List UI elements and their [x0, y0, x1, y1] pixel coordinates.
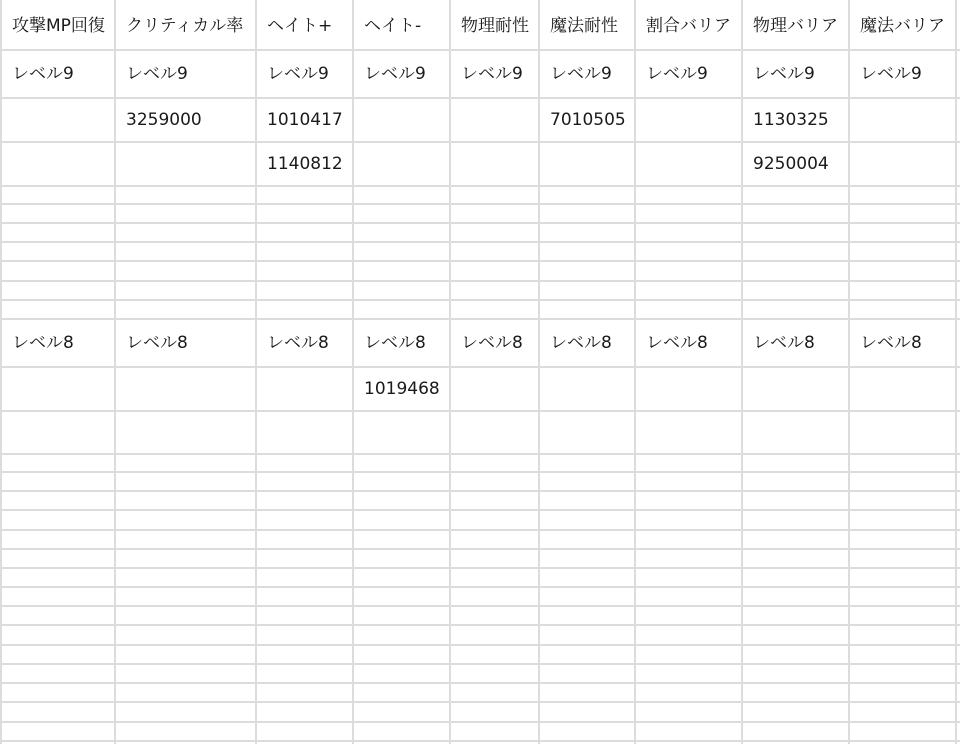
table-cell[interactable]: レベル8 — [860, 333, 922, 353]
table-cell[interactable]: レベル9 — [126, 64, 188, 84]
table-cell[interactable] — [354, 154, 449, 174]
column-header[interactable]: ヘイト+ — [267, 16, 333, 36]
table-cell[interactable] — [850, 110, 955, 130]
table-cell[interactable]: 1130325 — [753, 110, 829, 130]
table-cell[interactable] — [540, 154, 634, 174]
table-cell[interactable] — [354, 110, 449, 130]
row-divider — [0, 740, 960, 742]
table-cell[interactable] — [850, 379, 955, 399]
column-header[interactable]: 魔法耐性 — [550, 16, 618, 36]
table-cell[interactable]: レベル9 — [753, 64, 815, 84]
table-cell[interactable]: レベル9 — [461, 64, 523, 84]
row-divider — [0, 509, 960, 511]
row-divider — [0, 185, 960, 187]
row-divider — [0, 567, 960, 569]
column-header[interactable]: ヘイト- — [364, 16, 422, 36]
row-divider — [0, 299, 960, 301]
row-divider — [0, 490, 960, 492]
column-header[interactable]: 攻撃MP回復 — [12, 16, 105, 36]
table-cell[interactable]: 1019468 — [364, 379, 440, 399]
row-divider — [0, 586, 960, 588]
table-cell[interactable]: レベル9 — [550, 64, 612, 84]
row-divider — [0, 280, 960, 282]
table-cell[interactable]: レベル8 — [646, 333, 708, 353]
table-cell[interactable]: レベル8 — [550, 333, 612, 353]
table-cell[interactable] — [116, 154, 255, 174]
column-divider — [955, 0, 957, 744]
table-cell[interactable] — [2, 379, 114, 399]
row-divider — [0, 548, 960, 550]
table-cell[interactable] — [451, 154, 538, 174]
table-cell[interactable] — [257, 379, 352, 399]
table-cell[interactable]: 3259000 — [126, 110, 202, 130]
row-divider — [0, 141, 960, 143]
row-divider — [0, 49, 960, 51]
table-cell[interactable]: 1140812 — [267, 154, 343, 174]
row-divider — [0, 410, 960, 412]
table-cell[interactable]: 1010417 — [267, 110, 343, 130]
row-divider — [0, 241, 960, 243]
table-cell[interactable] — [2, 154, 114, 174]
table-cell[interactable] — [743, 379, 848, 399]
row-divider — [0, 97, 960, 99]
table-cell[interactable] — [451, 379, 538, 399]
row-divider — [0, 471, 960, 473]
column-header[interactable]: 物理耐性 — [461, 16, 529, 36]
table-cell[interactable] — [636, 379, 741, 399]
row-divider — [0, 529, 960, 531]
table-cell[interactable]: レベル8 — [753, 333, 815, 353]
row-divider — [0, 701, 960, 703]
column-header[interactable]: クリティカル率 — [126, 16, 244, 36]
table-cell[interactable] — [451, 110, 538, 130]
table-cell[interactable]: レベル8 — [364, 333, 426, 353]
column-header[interactable]: 物理バリア — [753, 16, 838, 36]
column-header[interactable]: 割合バリア — [646, 16, 731, 36]
table-cell[interactable] — [636, 110, 741, 130]
row-divider — [0, 366, 960, 368]
row-divider — [0, 644, 960, 646]
row-divider — [0, 453, 960, 455]
row-divider — [0, 624, 960, 626]
table-cell[interactable]: 7010505 — [550, 110, 626, 130]
table-cell[interactable] — [636, 154, 741, 174]
table-cell[interactable]: レベル8 — [461, 333, 523, 353]
row-divider — [0, 203, 960, 205]
table-cell[interactable]: レベル8 — [12, 333, 74, 353]
row-divider — [0, 318, 960, 320]
column-header[interactable]: 魔法バリア — [860, 16, 945, 36]
row-divider — [0, 682, 960, 684]
table-cell[interactable]: レベル8 — [126, 333, 188, 353]
table-cell[interactable] — [540, 379, 634, 399]
row-divider — [0, 260, 960, 262]
table-cell[interactable]: レベル9 — [364, 64, 426, 84]
row-divider — [0, 663, 960, 665]
table-cell[interactable]: 9250004 — [753, 154, 829, 174]
table-cell[interactable]: レベル8 — [267, 333, 329, 353]
table-cell[interactable] — [2, 110, 114, 130]
row-divider — [0, 222, 960, 224]
table-cell[interactable]: レベル9 — [860, 64, 922, 84]
table-cell[interactable]: レベル9 — [646, 64, 708, 84]
row-divider — [0, 605, 960, 607]
row-divider — [0, 721, 960, 723]
table-cell[interactable] — [116, 379, 255, 399]
table-cell[interactable]: レベル9 — [12, 64, 74, 84]
table-cell[interactable]: レベル9 — [267, 64, 329, 84]
table-cell[interactable] — [850, 154, 955, 174]
